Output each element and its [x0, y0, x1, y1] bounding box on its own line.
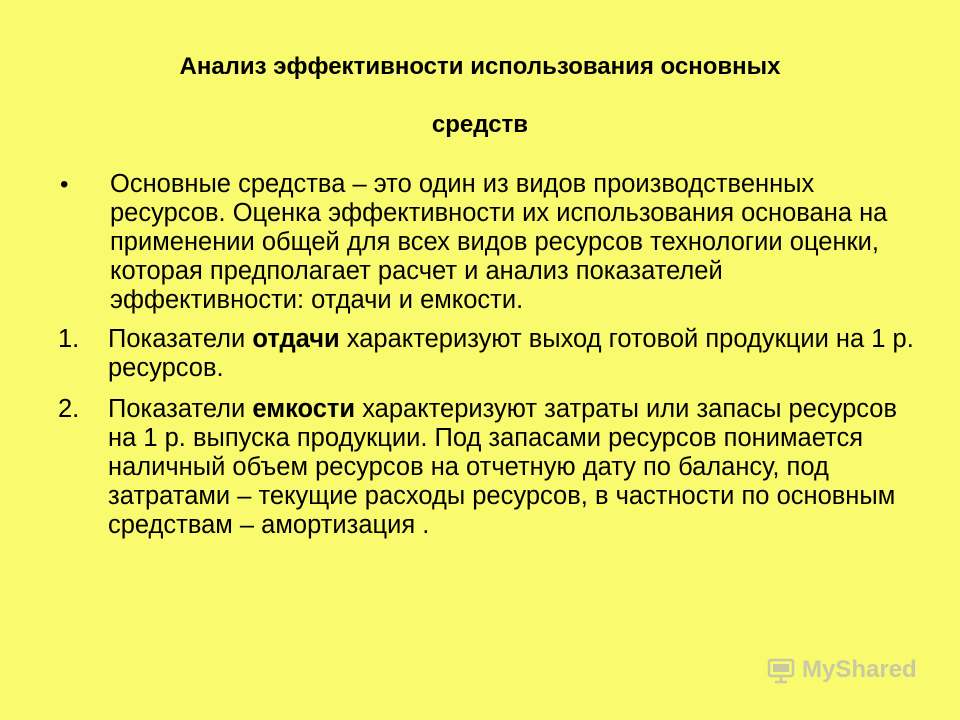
item-2-bold: емкости	[252, 395, 356, 423]
item-1-before: Показатели	[108, 325, 253, 353]
bullet-marker: •	[60, 171, 69, 198]
watermark	[766, 656, 917, 684]
numbered-item-1	[58, 325, 918, 383]
numbered-item-2	[58, 395, 918, 540]
item-1-text	[108, 325, 918, 383]
slide-content	[58, 170, 918, 540]
presentation-board-icon	[766, 656, 796, 684]
item-1-bold: отдачи	[252, 325, 340, 353]
item-1-marker: 1.	[58, 325, 80, 353]
item-2-before: Показатели	[108, 395, 253, 423]
item-2-after: характеризуют затраты или запасы ресурсов на 1 р. выпуска продукции. Под запасами ресурсов понимается наличный объем ресурсов на отчетную дату по балансу, под затратами – текущие расходы ресурсов, в частности по основным средствам – амортизация .	[108, 395, 898, 539]
title-line-1: Анализ эффективности использования основных	[179, 53, 781, 80]
title-line-2: средств	[431, 111, 529, 138]
bullet-text: Основные средства – это один из видов производственных ресурсов. Оценка эффективности их использования основана на применении общей для всех видов ресурсов технологии оценки, которая предполагает расчет и анализ показателей эффективности: отдачи и емкости.	[110, 170, 888, 314]
item-1-after: характеризуют выход готовой продукции на 1 р. ресурсов.	[108, 325, 914, 382]
item-2-marker: 2.	[58, 395, 80, 423]
item-2-text	[108, 395, 918, 540]
watermark-text: MyShared	[802, 656, 917, 683]
bullet-item	[58, 170, 918, 315]
slide-title	[40, 38, 920, 154]
